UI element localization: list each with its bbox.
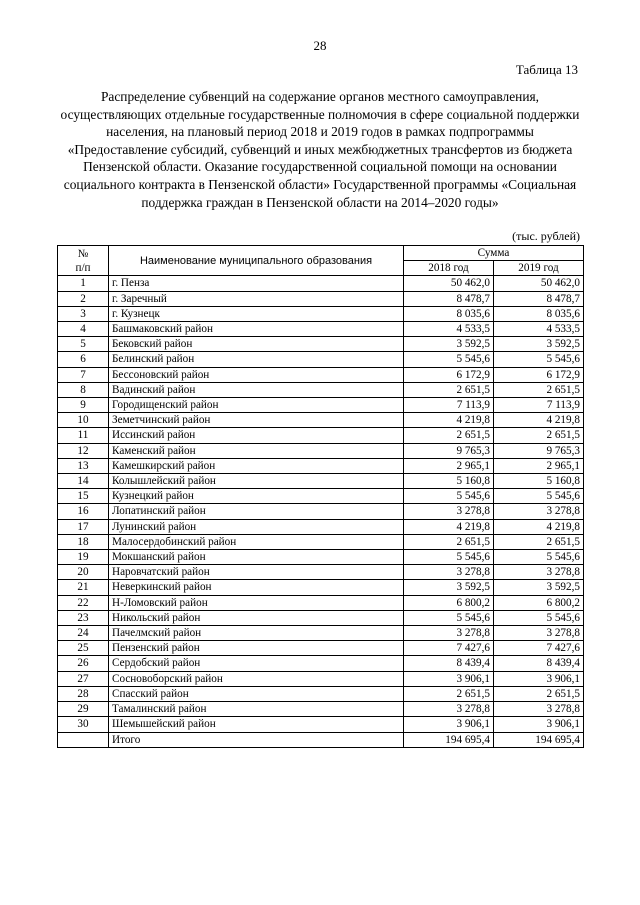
- row-name: г. Заречный: [109, 291, 404, 306]
- row-name: Бековский район: [109, 337, 404, 352]
- row-name: Малосердобинский район: [109, 534, 404, 549]
- header-year-2019: 2019 год: [494, 261, 584, 276]
- row-value-2019: 3 906,1: [494, 671, 584, 686]
- row-number: 4: [58, 322, 109, 337]
- table-row: [58, 474, 584, 489]
- row-number: 19: [58, 550, 109, 565]
- header-sum: Сумма: [404, 246, 584, 261]
- row-value-2019: 3 906,1: [494, 717, 584, 732]
- table-row: [58, 428, 584, 443]
- row-number: 1: [58, 276, 109, 291]
- table-row: [58, 382, 584, 397]
- table-row: [58, 702, 584, 717]
- row-value-2018: 4 219,8: [404, 519, 494, 534]
- row-value-2018: 3 592,5: [404, 580, 494, 595]
- row-number: 14: [58, 474, 109, 489]
- row-value-2018: 50 462,0: [404, 276, 494, 291]
- row-number: 30: [58, 717, 109, 732]
- table-row: [58, 565, 584, 580]
- row-value-2018: 7 113,9: [404, 398, 494, 413]
- row-name: Мокшанский район: [109, 550, 404, 565]
- row-value-2019: 5 545,6: [494, 489, 584, 504]
- table-row: [58, 337, 584, 352]
- row-name: Н-Ломовский район: [109, 595, 404, 610]
- table-row: [58, 519, 584, 534]
- total-row: [58, 732, 584, 747]
- table-row: [58, 489, 584, 504]
- row-number: 21: [58, 580, 109, 595]
- row-value-2019: 6 800,2: [494, 595, 584, 610]
- table-row: [58, 626, 584, 641]
- row-value-2018: 8 478,7: [404, 291, 494, 306]
- row-value-2018: 2 651,5: [404, 686, 494, 701]
- row-number: 12: [58, 443, 109, 458]
- row-number: 29: [58, 702, 109, 717]
- row-name: Никольский район: [109, 610, 404, 625]
- row-value-2019: 7 113,9: [494, 398, 584, 413]
- table-row: [58, 276, 584, 291]
- row-number: 13: [58, 458, 109, 473]
- table-row: [58, 717, 584, 732]
- row-value-2019: 2 651,5: [494, 534, 584, 549]
- row-value-2018: 2 651,5: [404, 428, 494, 443]
- row-value-2018: 5 545,6: [404, 610, 494, 625]
- row-name: Кузнецкий район: [109, 489, 404, 504]
- row-number: 15: [58, 489, 109, 504]
- row-name: Наровчатский район: [109, 565, 404, 580]
- row-number: 24: [58, 626, 109, 641]
- row-name: Пензенский район: [109, 641, 404, 656]
- row-value-2018: 3 906,1: [404, 671, 494, 686]
- row-number: 18: [58, 534, 109, 549]
- row-name: Городищенский район: [109, 398, 404, 413]
- row-number: 8: [58, 382, 109, 397]
- table-body: [58, 276, 584, 747]
- row-value-2019: 3 592,5: [494, 580, 584, 595]
- row-name: Бессоновский район: [109, 367, 404, 382]
- row-name: Камешкирский район: [109, 458, 404, 473]
- table-row: [58, 671, 584, 686]
- row-value-2018: 9 765,3: [404, 443, 494, 458]
- row-value-2018: 7 427,6: [404, 641, 494, 656]
- row-value-2019: 2 651,5: [494, 428, 584, 443]
- row-value-2018: 5 545,6: [404, 489, 494, 504]
- row-number: 3: [58, 306, 109, 321]
- row-number: 23: [58, 610, 109, 625]
- row-name: Башмаковский район: [109, 322, 404, 337]
- row-value-2019: 9 765,3: [494, 443, 584, 458]
- row-number: 9: [58, 398, 109, 413]
- row-value-2019: 8 439,4: [494, 656, 584, 671]
- row-value-2018: 6 800,2: [404, 595, 494, 610]
- row-value-2018: 194 695,4: [404, 732, 494, 747]
- row-value-2018: 3 278,8: [404, 504, 494, 519]
- row-value-2018: 2 651,5: [404, 382, 494, 397]
- row-value-2018: 3 592,5: [404, 337, 494, 352]
- row-value-2018: 4 219,8: [404, 413, 494, 428]
- row-value-2018: 2 651,5: [404, 534, 494, 549]
- row-value-2019: 6 172,9: [494, 367, 584, 382]
- row-name: Пачелмский район: [109, 626, 404, 641]
- table-row: [58, 367, 584, 382]
- row-value-2018: 3 906,1: [404, 717, 494, 732]
- table-label: Таблица 13: [515, 62, 578, 77]
- row-value-2019: 3 592,5: [494, 337, 584, 352]
- row-value-2018: 3 278,8: [404, 626, 494, 641]
- row-value-2019: 5 545,6: [494, 550, 584, 565]
- row-number: 11: [58, 428, 109, 443]
- row-name: Иссинский район: [109, 428, 404, 443]
- row-number: 20: [58, 565, 109, 580]
- row-value-2018: 5 545,6: [404, 550, 494, 565]
- table-row: [58, 291, 584, 306]
- row-value-2019: 2 965,1: [494, 458, 584, 473]
- row-name: Итого: [109, 732, 404, 747]
- header-number-line1: №: [77, 247, 89, 260]
- row-value-2019: 8 035,6: [494, 306, 584, 321]
- row-name: Неверкинский район: [109, 580, 404, 595]
- row-number: 25: [58, 641, 109, 656]
- header-year-2018: 2018 год: [404, 261, 494, 276]
- table-row: [58, 550, 584, 565]
- row-value-2018: 4 533,5: [404, 322, 494, 337]
- row-value-2019: 8 478,7: [494, 291, 584, 306]
- row-value-2018: 3 278,8: [404, 702, 494, 717]
- row-number: 2: [58, 291, 109, 306]
- row-value-2019: 7 427,6: [494, 641, 584, 656]
- row-number: 6: [58, 352, 109, 367]
- header-name: Наименование муниципального образования: [109, 246, 404, 276]
- row-name: Шемышейский район: [109, 717, 404, 732]
- table-row: [58, 534, 584, 549]
- header-number: [58, 246, 109, 276]
- row-value-2019: 4 219,8: [494, 519, 584, 534]
- table-row: [58, 504, 584, 519]
- table-row: [58, 443, 584, 458]
- row-name: Колышлейский район: [109, 474, 404, 489]
- table-row: [58, 686, 584, 701]
- subventions-table: [57, 245, 584, 748]
- table-row: [58, 322, 584, 337]
- row-number: 5: [58, 337, 109, 352]
- row-value-2019: 50 462,0: [494, 276, 584, 291]
- row-value-2019: 194 695,4: [494, 732, 584, 747]
- unit-label: (тыс. рублей): [512, 229, 580, 243]
- table-row: [58, 595, 584, 610]
- row-number: 17: [58, 519, 109, 534]
- row-name: Земетчинский район: [109, 413, 404, 428]
- row-value-2019: 5 545,6: [494, 610, 584, 625]
- document-title: Распределение субвенций на содержание органов местного самоуправления, осуществляющих отдельные государственные полномочия в сфере социальной поддержки населения, на плановый период 2018 и 2019 годов в рамках подпрограммы «Предоставление субсидий, субвенций и иных межбюджетных трансфертов из бюджета Пензенской области. Оказание государственной социальной помощи на основании социального контракта в Пензенской области» Государственной программы «Социальная поддержка граждан в Пензенской области на 2014–2020 годы»: [60, 89, 580, 210]
- row-value-2019: 3 278,8: [494, 504, 584, 519]
- table-row: [58, 580, 584, 595]
- row-number: 22: [58, 595, 109, 610]
- row-name: Тамалинский район: [109, 702, 404, 717]
- table-row: [58, 656, 584, 671]
- table-row: [58, 398, 584, 413]
- row-value-2019: 3 278,8: [494, 702, 584, 717]
- table-row: [58, 610, 584, 625]
- row-name: Лопатинский район: [109, 504, 404, 519]
- row-value-2018: 6 172,9: [404, 367, 494, 382]
- row-value-2018: 8 035,6: [404, 306, 494, 321]
- row-value-2019: 3 278,8: [494, 626, 584, 641]
- row-number: 27: [58, 671, 109, 686]
- row-number: [58, 732, 109, 747]
- row-value-2019: 2 651,5: [494, 686, 584, 701]
- row-value-2018: 3 278,8: [404, 565, 494, 580]
- table-row: [58, 458, 584, 473]
- row-name: Сердобский район: [109, 656, 404, 671]
- row-name: Каменский район: [109, 443, 404, 458]
- row-value-2018: 5 160,8: [404, 474, 494, 489]
- header-number-line2: п/п: [75, 261, 91, 274]
- row-number: 10: [58, 413, 109, 428]
- table-row: [58, 352, 584, 367]
- row-name: г. Пенза: [109, 276, 404, 291]
- row-name: Сосновоборский район: [109, 671, 404, 686]
- row-value-2018: 8 439,4: [404, 656, 494, 671]
- row-name: Вадинский район: [109, 382, 404, 397]
- page-number: 28: [313, 38, 327, 53]
- row-value-2018: 2 965,1: [404, 458, 494, 473]
- row-value-2019: 2 651,5: [494, 382, 584, 397]
- row-value-2019: 5 160,8: [494, 474, 584, 489]
- row-value-2019: 4 533,5: [494, 322, 584, 337]
- row-name: Спасский район: [109, 686, 404, 701]
- row-number: 28: [58, 686, 109, 701]
- row-name: г. Кузнецк: [109, 306, 404, 321]
- row-value-2019: 3 278,8: [494, 565, 584, 580]
- row-name: Лунинский район: [109, 519, 404, 534]
- row-number: 16: [58, 504, 109, 519]
- row-number: 26: [58, 656, 109, 671]
- table-row: [58, 306, 584, 321]
- row-number: 7: [58, 367, 109, 382]
- row-value-2018: 5 545,6: [404, 352, 494, 367]
- row-value-2019: 4 219,8: [494, 413, 584, 428]
- row-value-2019: 5 545,6: [494, 352, 584, 367]
- table-row: [58, 641, 584, 656]
- table-row: [58, 413, 584, 428]
- row-name: Белинский район: [109, 352, 404, 367]
